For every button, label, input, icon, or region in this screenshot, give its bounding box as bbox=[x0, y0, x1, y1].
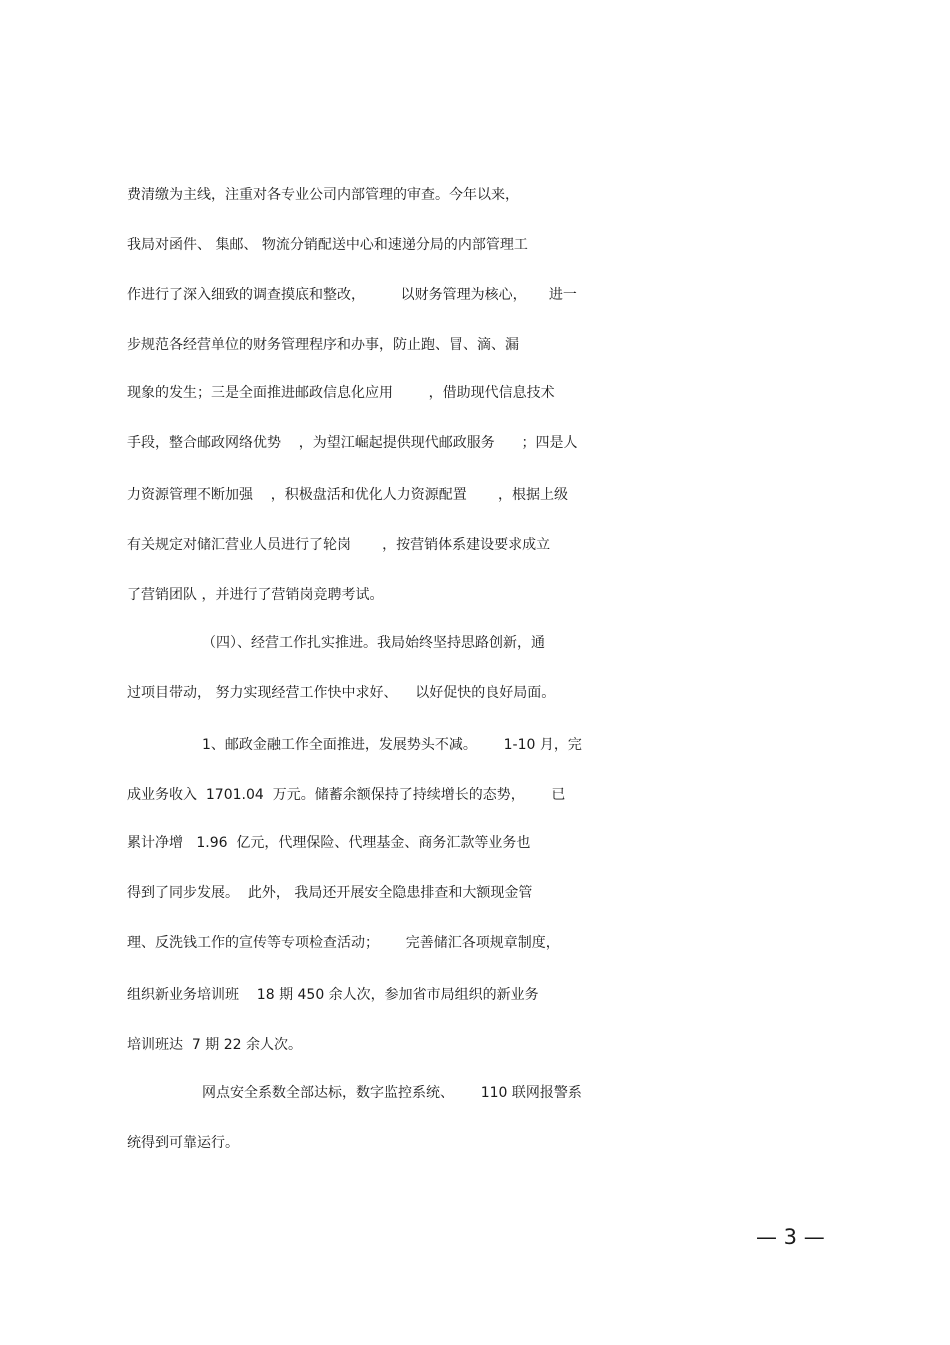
page-number: — 3 — bbox=[756, 1225, 825, 1249]
text-line: 统得到可靠运行。 bbox=[127, 1135, 239, 1151]
text-line: 成业务收入 1701.04 万元。储蓄余额保持了持续增长的态势， 已 bbox=[127, 787, 566, 803]
text-line: 力资源管理不断加强 ，积极盘活和优化人力资源配置 ，根据上级 bbox=[127, 487, 568, 503]
text-line: 组织新业务培训班 18 期 450 余人次，参加省市局组织的新业务 bbox=[127, 987, 539, 1003]
text-line: 培训班达 7 期 22 余人次。 bbox=[127, 1037, 302, 1053]
text-line: 1、邮政金融工作全面推进，发展势头不减。 1-10 月，完 bbox=[202, 737, 582, 753]
text-line: 过项目带动， 努力实现经营工作快中求好、 以好促快的良好局面。 bbox=[127, 685, 556, 701]
text-line: 步规范各经营单位的财务管理程序和办事，防止跑、冒、滴、漏 bbox=[127, 337, 519, 353]
text-line: 了营销团队 ，并进行了营销岗竞聘考试。 bbox=[127, 587, 384, 603]
text-line: 有关规定对储汇营业人员进行了轮岗 ，按营销体系建设要求成立 bbox=[127, 537, 551, 553]
text-line: （四）、经营工作扎实推进。我局始终坚持思路创新，通 bbox=[202, 635, 545, 651]
text-line: 作进行了深入细致的调查摸底和整改， 以财务管理为核心， 进一 bbox=[127, 287, 577, 303]
text-line: 现象的发生；三是全面推进邮政信息化应用 ，借助现代信息技术 bbox=[127, 385, 555, 401]
text-line: 得到了同步发展。 此外， 我局还开展安全隐患排查和大额现金管 bbox=[127, 885, 533, 901]
text-line: 理、反洗钱工作的宣传等专项检查活动； 完善储汇各项规章制度， bbox=[127, 935, 560, 951]
text-line: 我局对函件、 集邮、 物流分销配送中心和速递分局的内部管理工 bbox=[127, 237, 528, 253]
text-line: 网点安全系数全部达标，数字监控系统、 110 联网报警系 bbox=[202, 1085, 582, 1101]
text-line: 累计净增 1.96 亿元，代理保险、代理基金、商务汇款等业务也 bbox=[127, 835, 531, 851]
text-line: 费清缴为主线，注重对各专业公司内部管理的审查。今年以来， bbox=[127, 187, 519, 203]
text-line: 手段，整合邮政网络优势 ，为望江崛起提供现代邮政服务 ；四是人 bbox=[127, 435, 578, 451]
